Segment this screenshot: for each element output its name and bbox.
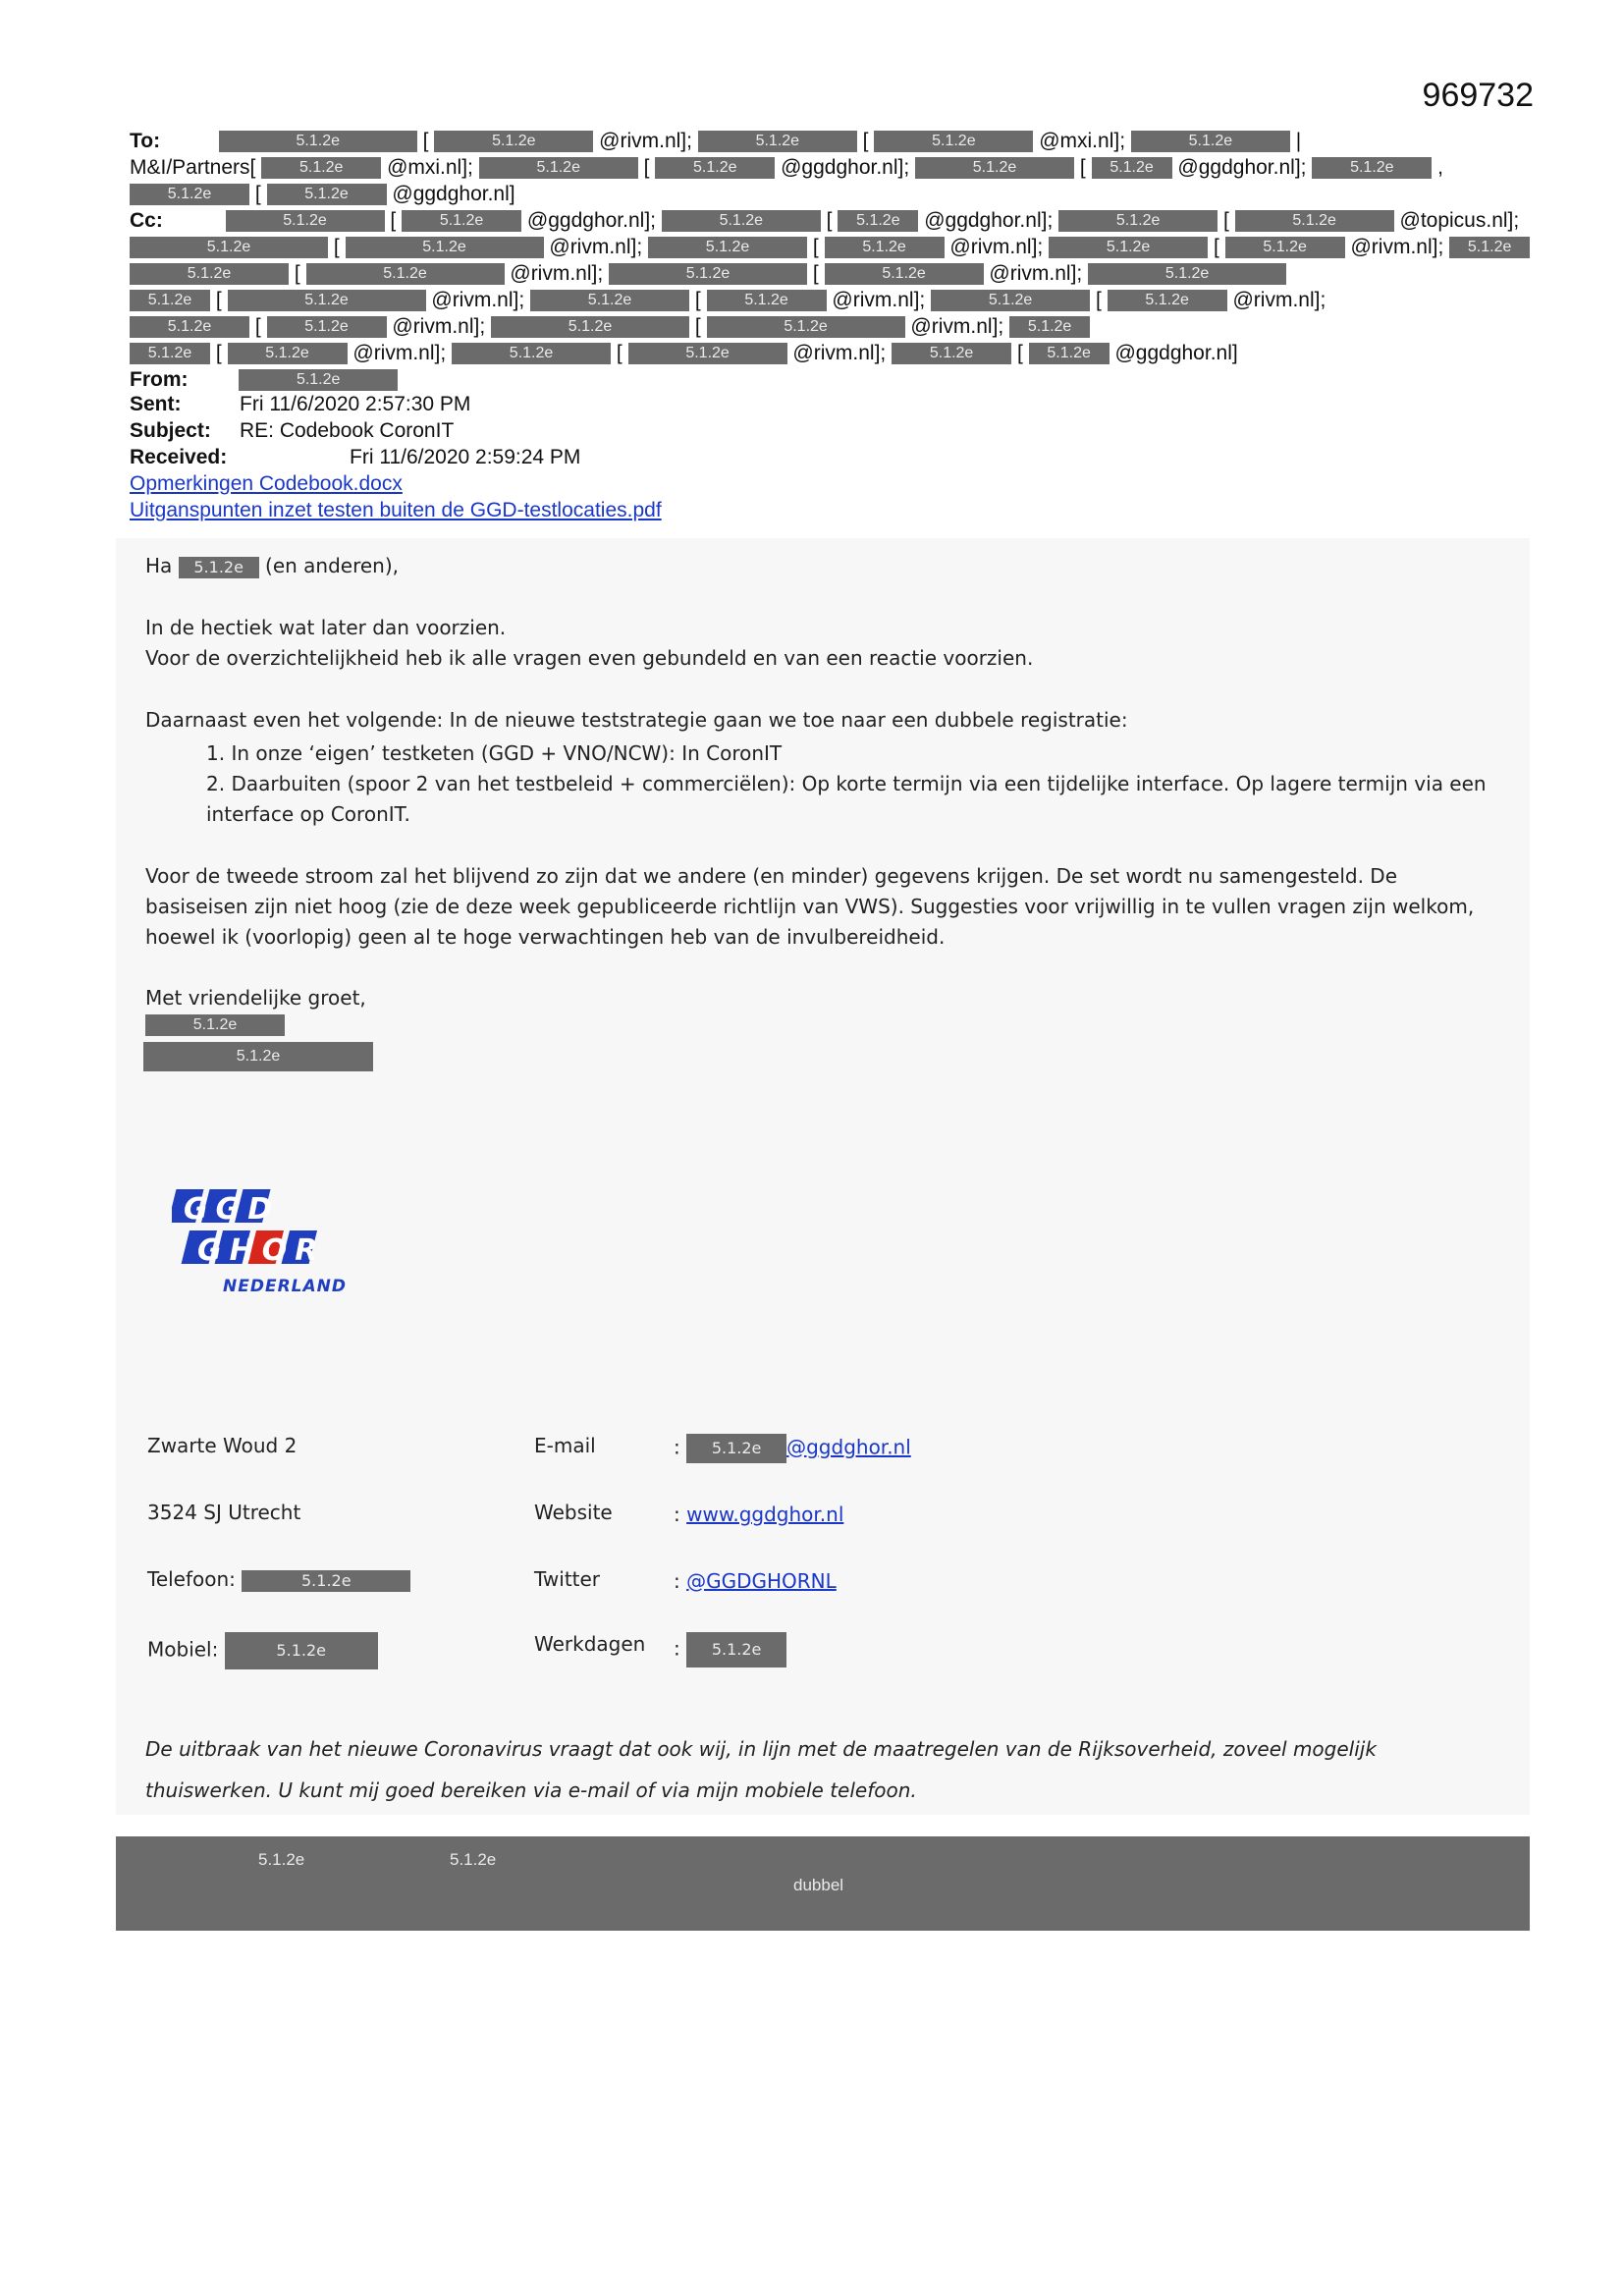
cc-line-5: [130, 313, 1504, 340]
workdays-label: Werkdagen: [534, 1632, 646, 1656]
email-domain: @rivm.nl];: [392, 315, 486, 338]
redaction: 5.1.2e: [1235, 210, 1394, 232]
mobile-label-text: Mobiel:: [147, 1637, 219, 1662]
redaction: 5.1.2e: [1449, 237, 1530, 258]
bracket: [: [215, 289, 222, 311]
redaction: 5.1.2e: [130, 237, 328, 258]
bracket: [: [862, 130, 869, 152]
email-domain: @rivm.nl];: [549, 236, 643, 258]
twitter-value: [674, 1569, 837, 1593]
paragraph: Voor de overzichtelijkheid heb ik alle vragen even gebundeld en van een reactie voorzien.: [145, 646, 1034, 670]
email-value: [674, 1434, 911, 1463]
redaction: 5.1.2e: [1088, 263, 1286, 285]
redaction: 5.1.2e: [479, 157, 638, 179]
redaction: 5.1.2e: [609, 263, 807, 285]
document-number: 969732: [1422, 77, 1534, 114]
attachment-link[interactable]: Opmerkingen Codebook.docx: [130, 472, 403, 495]
bracket: [: [254, 315, 261, 338]
email-domain: @rivm.nl];: [352, 342, 447, 364]
sent-value: Fri 11/6/2020 2:57:30 PM: [240, 393, 471, 415]
redaction: 5.1.2e: [838, 210, 918, 232]
attachment-link[interactable]: Uitganspunten inzet testen buiten de GGD-testlocaties.pdf: [130, 499, 662, 521]
closing: Met vriendelijke groet,: [145, 986, 366, 1010]
to-line-3: [130, 181, 1504, 207]
footer-item: dubbel: [793, 1876, 844, 1894]
redaction: 5.1.2e: [452, 343, 611, 364]
website-label: Website: [534, 1501, 613, 1524]
email-domain: @rivm.nl];: [792, 342, 887, 364]
paragraph: Daarnaast even het volgende: In de nieuwe teststrategie gaan we toe naar een dubbele registratie:: [145, 708, 1128, 732]
list-item: 1. In onze ‘eigen’ testketen (GGD + VNO/NCW): In CoronIT: [206, 741, 783, 765]
redaction: 5.1.2e: [698, 131, 857, 152]
redaction: 5.1.2e: [239, 369, 398, 391]
sent-row: [130, 393, 470, 416]
redaction: 5.1.2e: [707, 290, 827, 311]
bracket: [: [215, 342, 222, 364]
redaction: 5.1.2e: [874, 131, 1033, 152]
sent-label: Sent:: [130, 393, 182, 415]
cc-line-3: [130, 260, 1504, 287]
redaction: 5.1.2e: [145, 1014, 285, 1036]
redaction: 5.1.2e: [346, 237, 544, 258]
email-domain: @rivm.nl];: [989, 262, 1083, 285]
greeting-suffix: (en anderen),: [265, 554, 400, 577]
ggd-ghor-logo: [172, 1183, 378, 1311]
list-item: 2. Daarbuiten (spoor 2 van het testbeleid + commerciëlen): Op korte termijn via een tijdelijke interface. Op lagere termijn via een interface op CoronIT.: [206, 772, 1487, 826]
redaction: 5.1.2e: [530, 290, 689, 311]
subject-label: Subject:: [130, 419, 211, 442]
bracket: [: [333, 236, 340, 258]
cc-line-4: [130, 287, 1504, 313]
redaction: 5.1.2e: [686, 1632, 786, 1667]
received-row: [130, 446, 580, 469]
redaction: 5.1.2e: [931, 290, 1090, 311]
greeting: [145, 554, 399, 578]
redaction: 5.1.2e: [242, 1570, 410, 1592]
email-domain: @ggdghor.nl];: [1177, 156, 1307, 179]
email-domain: @rivm.nl];: [1232, 289, 1326, 311]
bracket: [: [254, 183, 261, 205]
bracket: [: [1213, 236, 1219, 258]
bracket: [: [1222, 209, 1229, 232]
redaction: 5.1.2e: [825, 263, 984, 285]
subject-row: [130, 419, 454, 443]
redaction: 5.1.2e: [1058, 210, 1218, 232]
redaction: 5.1.2e: [306, 263, 505, 285]
received-label: Received:: [130, 446, 228, 468]
redaction: 5.1.2e: [648, 237, 807, 258]
signature-redaction: [145, 1014, 285, 1036]
redaction: 5.1.2e: [628, 343, 787, 364]
website-link[interactable]: www.ggdghor.nl: [686, 1503, 844, 1526]
redaction: 5.1.2e: [130, 290, 210, 311]
redaction: 5.1.2e: [179, 557, 259, 578]
redaction: 5.1.2e: [267, 316, 387, 338]
greeting-prefix: Ha: [145, 554, 173, 577]
bracket: [: [1079, 156, 1086, 179]
logo-text-ggd: GGD: [184, 1192, 281, 1227]
bracket: [: [294, 262, 300, 285]
redaction: 5.1.2e: [130, 316, 249, 338]
from-label: From:: [130, 368, 189, 391]
phone-label-text: Telefoon:: [147, 1567, 236, 1591]
redaction: 5.1.2e: [225, 1632, 378, 1669]
bracket: [: [1016, 342, 1023, 364]
email-domain: @ggdghor.nl];: [526, 209, 656, 232]
bracket: [: [643, 156, 650, 179]
colon: :: [674, 1503, 680, 1526]
bracket: [: [616, 342, 623, 364]
redaction: 5.1.2e: [1092, 157, 1172, 179]
ggd-ghor-logo-graphic: [172, 1183, 378, 1311]
redaction: 5.1.2e: [686, 1434, 786, 1463]
to-label: To:: [130, 130, 161, 152]
twitter-label: Twitter: [534, 1567, 601, 1591]
twitter-link[interactable]: @GGDGHORNL: [686, 1569, 837, 1593]
bracket: [: [826, 209, 833, 232]
workdays-value: [674, 1632, 786, 1667]
email-domain-link[interactable]: @ggdghor.nl: [786, 1435, 911, 1459]
email-domain: @rivm.nl];: [510, 262, 604, 285]
footer-item: 5.1.2e: [450, 1850, 497, 1869]
signature-redaction: [143, 1042, 373, 1071]
bracket: [: [694, 315, 701, 338]
address-line-2: 3524 SJ Utrecht: [147, 1501, 301, 1524]
redaction: 5.1.2e: [662, 210, 821, 232]
redaction: 5.1.2e: [1225, 237, 1345, 258]
address-line-1: Zwarte Woud 2: [147, 1434, 298, 1457]
email-domain: @ggdghor.nl];: [781, 156, 910, 179]
redaction: 5.1.2e: [219, 131, 417, 152]
email-domain: @rivm.nl];: [832, 289, 926, 311]
footer-item: 5.1.2e: [258, 1850, 305, 1869]
mobile-label: [147, 1632, 378, 1669]
cc-label: Cc:: [130, 209, 163, 232]
redaction: 5.1.2e: [130, 184, 249, 205]
to-line-1: [130, 128, 1504, 154]
redaction: 5.1.2e: [267, 184, 387, 205]
corona-notice: De uitbraak van het nieuwe Coronavirus vraagt dat ook wij, in lijn met de maatregelen van de Rijksoverheid, zoveel mogelijk thuiswerken. U kunt mij goed bereiken via e-mail of via mijn mobiele telefoon.: [145, 1737, 1377, 1802]
footer-redaction-bar: [116, 1836, 1530, 1931]
recipient-org: M&I/Partners[: [130, 156, 256, 179]
bracket: [: [1095, 289, 1102, 311]
cc-line-6: [130, 340, 1504, 366]
bracket: [: [812, 236, 819, 258]
redaction: 5.1.2e: [1131, 131, 1290, 152]
email-header: [130, 128, 1520, 393]
redaction: 5.1.2e: [1312, 157, 1432, 179]
email-domain: @rivm.nl];: [431, 289, 525, 311]
email-domain: @ggdghor.nl];: [924, 209, 1054, 232]
redaction: 5.1.2e: [226, 210, 385, 232]
redaction: 5.1.2e: [434, 131, 593, 152]
redaction: 5.1.2e: [491, 316, 689, 338]
redaction: 5.1.2e: [261, 157, 381, 179]
redaction: 5.1.2e: [130, 263, 289, 285]
redaction: 5.1.2e: [1009, 316, 1090, 338]
colon: :: [674, 1569, 680, 1593]
email-domain: @ggdghor.nl]: [1114, 342, 1238, 364]
email-label: E-mail: [534, 1434, 596, 1457]
redaction: 5.1.2e: [707, 316, 905, 338]
redaction: 5.1.2e: [402, 210, 521, 232]
email-domain: @mxi.nl];: [387, 156, 473, 179]
redaction: 5.1.2e: [130, 343, 210, 364]
redaction: 5.1.2e: [655, 157, 775, 179]
redaction: 5.1.2e: [1029, 343, 1110, 364]
bracket: |: [1295, 130, 1302, 152]
redaction: 5.1.2e: [892, 343, 1011, 364]
colon: :: [674, 1435, 680, 1459]
phone-label: [147, 1567, 410, 1592]
cc-line-2: [130, 234, 1512, 260]
email-domain: @ggdghor.nl]: [392, 183, 515, 205]
email-domain: @rivm.nl];: [949, 236, 1044, 258]
logo-text-nederland: NEDERLAND: [223, 1277, 347, 1296]
bracket: [: [694, 289, 701, 311]
to-line-2: [130, 154, 1504, 181]
email-domain: @topicus.nl];: [1399, 209, 1520, 232]
paragraph: In de hectiek wat later dan voorzien.: [145, 616, 507, 639]
email-domain: @rivm.nl];: [1350, 236, 1444, 258]
email-domain: @mxi.nl];: [1039, 130, 1126, 152]
colon: :: [674, 1636, 680, 1661]
email-domain: @rivm.nl];: [910, 315, 1004, 338]
paragraph: Voor de tweede stroom zal het blijvend zo zijn dat we andere (en minder) gegevens krijgen. De set wordt nu samengesteld. De basiseisen zijn niet hoog (zie de deze week gepubliceerde richtlijn van VWS). Suggesties voor vrijwillig in te vullen vragen zijn welkom, hoewel ik (voorlopig) geen al te hoge verwachtingen heb van de invulbereidheid.: [145, 864, 1475, 949]
email-domain: @rivm.nl];: [599, 130, 692, 152]
cc-line-1: [130, 207, 1520, 234]
redaction: 5.1.2e: [825, 237, 945, 258]
redaction: 5.1.2e: [228, 290, 426, 311]
separator: ,: [1437, 156, 1444, 179]
from-line: [130, 366, 1504, 393]
redaction: 5.1.2e: [915, 157, 1074, 179]
redaction: 5.1.2e: [143, 1042, 373, 1071]
received-value: Fri 11/6/2020 2:59:24 PM: [350, 446, 581, 468]
logo-text-ghor: GHOR: [197, 1233, 326, 1268]
redaction: 5.1.2e: [1049, 237, 1208, 258]
redaction: 5.1.2e: [228, 343, 348, 364]
bracket: [: [390, 209, 397, 232]
bracket: [: [422, 130, 429, 152]
bracket: [: [812, 262, 819, 285]
subject-value: RE: Codebook CoronIT: [240, 419, 455, 442]
redaction: 5.1.2e: [1108, 290, 1227, 311]
website-value: [674, 1503, 843, 1526]
